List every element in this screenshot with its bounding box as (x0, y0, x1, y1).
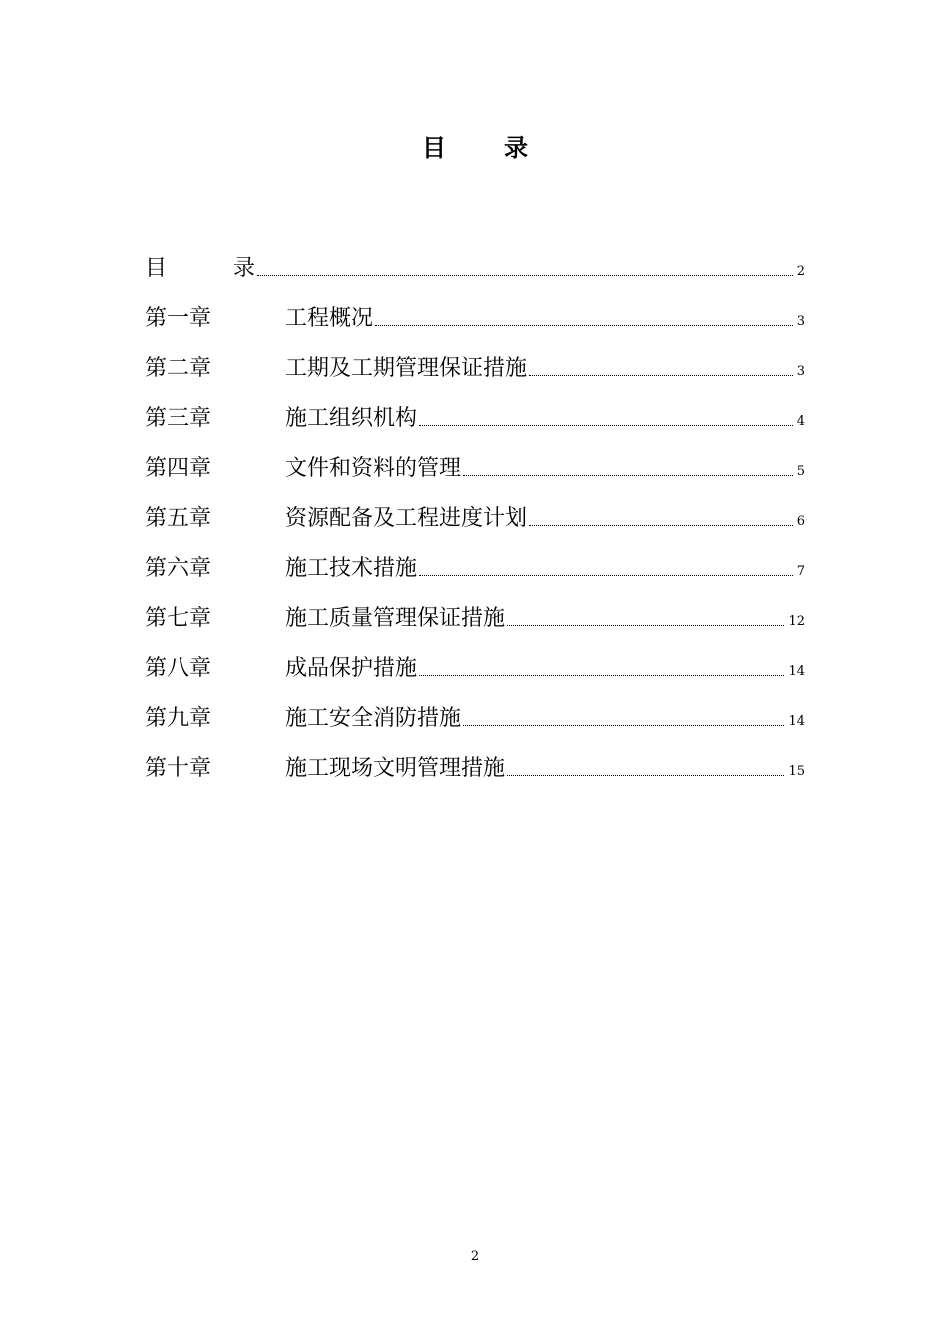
toc-chapter: 第五章 (145, 506, 212, 531)
toc-chapter: 第三章 (145, 406, 212, 431)
toc-chapter: 目 (145, 256, 168, 281)
toc-chapter: 第八章 (145, 656, 212, 681)
toc-chapter: 第二章 (145, 356, 212, 381)
page-title-right: 录 (504, 133, 528, 162)
toc-page: 3 (796, 314, 805, 329)
page-title (0, 128, 950, 163)
toc-title: 工程概况 (285, 306, 374, 331)
toc-title: 工期及工期管理保证措施 (285, 356, 528, 381)
dot-leader (507, 775, 784, 776)
dot-leader (529, 525, 793, 526)
toc-title: 施工现场文明管理措施 (285, 756, 506, 781)
toc-chapter: 第六章 (145, 556, 212, 581)
toc-chapter: 第十章 (145, 756, 212, 781)
page-number: 2 (470, 1249, 480, 1264)
toc-row-chapter-7[interactable] (145, 584, 805, 634)
table-of-contents (145, 234, 805, 784)
toc-row-chapter-10[interactable] (145, 734, 805, 784)
toc-page: 14 (788, 664, 805, 679)
toc-row-chapter-9[interactable] (145, 684, 805, 734)
dot-leader (463, 725, 784, 726)
dot-leader (419, 425, 793, 426)
dot-leader (419, 675, 784, 676)
dot-leader (375, 325, 793, 326)
toc-chapter: 第七章 (145, 606, 212, 631)
toc-page: 7 (796, 564, 805, 579)
toc-page: 3 (796, 364, 805, 379)
toc-chapter: 第一章 (145, 306, 212, 331)
page-title-left: 目 (422, 133, 446, 162)
toc-row-chapter-8[interactable] (145, 634, 805, 684)
dot-leader (257, 275, 793, 276)
dot-leader (529, 375, 793, 376)
toc-chapter: 第四章 (145, 456, 212, 481)
dot-leader (419, 575, 793, 576)
toc-row-chapter-5[interactable] (145, 484, 805, 534)
toc-title: 施工安全消防措施 (285, 706, 462, 731)
toc-title: 录 (233, 256, 256, 281)
toc-chapter: 第九章 (145, 706, 212, 731)
toc-page: 2 (796, 264, 805, 279)
toc-page: 12 (788, 614, 805, 629)
toc-page: 5 (796, 464, 805, 479)
toc-row-contents[interactable] (145, 234, 805, 284)
dot-leader (507, 625, 784, 626)
toc-title: 施工质量管理保证措施 (285, 606, 506, 631)
toc-row-chapter-1[interactable] (145, 284, 805, 334)
toc-title: 文件和资料的管理 (285, 456, 462, 481)
toc-title: 施工技术措施 (285, 556, 418, 581)
toc-title: 施工组织机构 (285, 406, 418, 431)
toc-title: 资源配备及工程进度计划 (285, 506, 528, 531)
toc-row-chapter-6[interactable] (145, 534, 805, 584)
toc-page: 15 (788, 764, 805, 779)
toc-row-chapter-2[interactable] (145, 334, 805, 384)
toc-row-chapter-4[interactable] (145, 434, 805, 484)
toc-page: 4 (796, 414, 805, 429)
toc-page: 6 (796, 514, 805, 529)
toc-page: 14 (788, 714, 805, 729)
toc-row-chapter-3[interactable] (145, 384, 805, 434)
toc-title: 成品保护措施 (285, 656, 418, 681)
dot-leader (463, 475, 793, 476)
